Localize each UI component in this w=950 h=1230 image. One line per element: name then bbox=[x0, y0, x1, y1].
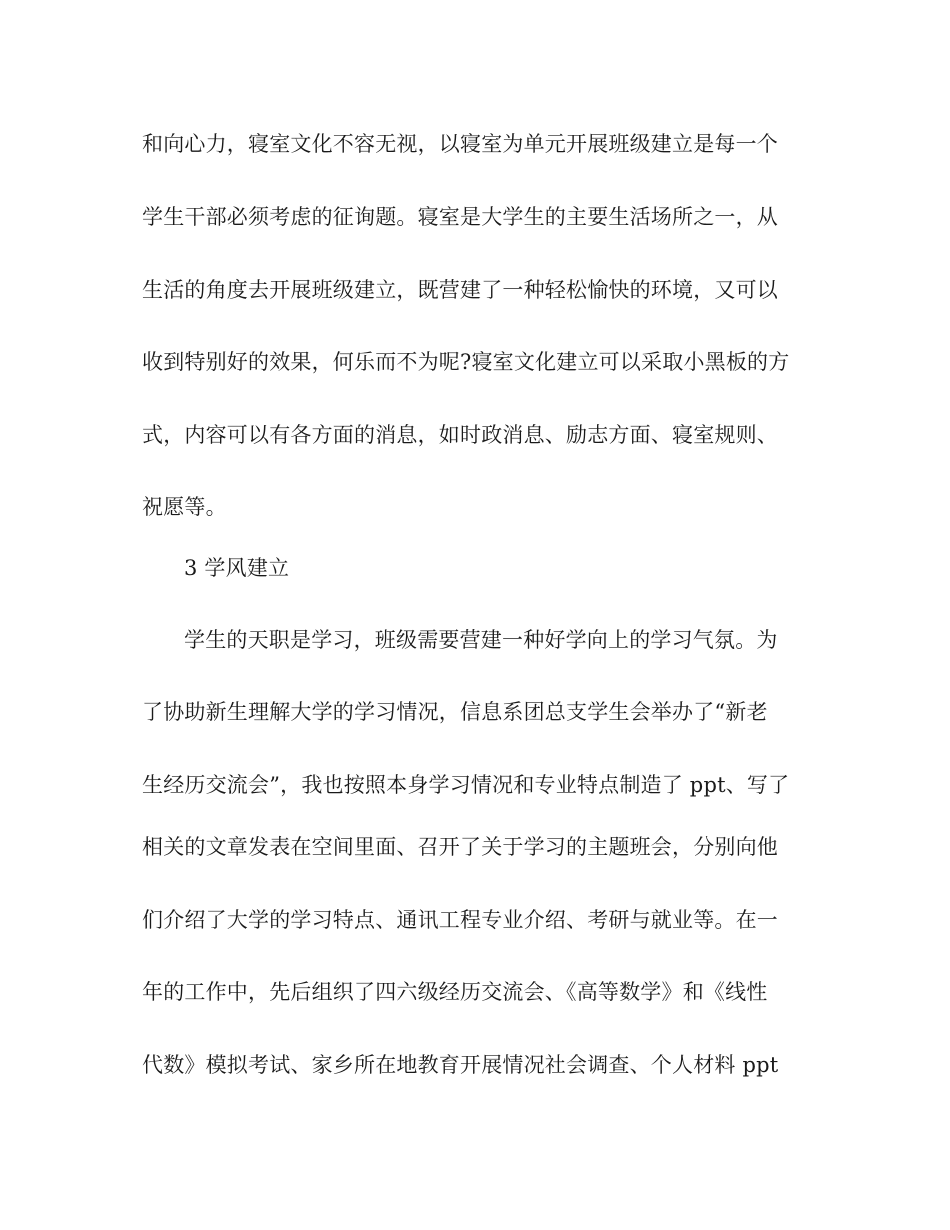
paragraph-line: 生经历交流会”，我也按照本身学习情况和专业特点制造了 ppt、写了 bbox=[142, 773, 790, 797]
paragraph-line: 年的工作中，先后组织了四六级经历交流会、《高等数学》和《线性 bbox=[142, 980, 768, 1004]
section-heading: 3 学风建立 bbox=[184, 556, 290, 580]
paragraph-line: 学生干部必须考虑的征询题。寝室是大学生的主要生活场所之一，从 bbox=[142, 205, 778, 229]
paragraph-line: 祝愿等。 bbox=[142, 495, 227, 519]
paragraph-line: 生活的角度去开展班级建立，既营建了一种轻松愉快的环境，又可以 bbox=[142, 278, 778, 302]
paragraph-line: 代数》模拟考试、家乡所在地教育开展情况社会调查、个人材料 ppt bbox=[142, 1053, 779, 1077]
paragraph-line: 了协助新生理解大学的学习情况，信息系团总支学生会举办了“新老 bbox=[142, 700, 768, 724]
paragraph-line: 相关的文章发表在空间里面、召开了关于学习的主题班会，分别向他 bbox=[142, 835, 778, 859]
paragraph-line: 式，内容可以有各方面的消息，如时政消息、励志方面、寝室规则、 bbox=[142, 423, 778, 447]
paragraph-line: 收到特别好的效果，何乐而不为呢?寝室文化建立可以采取小黑板的方 bbox=[142, 350, 790, 374]
paragraph-line: 学生的天职是学习，班级需要营建一种好学向上的学习气氛。为 bbox=[184, 628, 778, 652]
paragraph-line: 和向心力，寝室文化不容无视，以寝室为单元开展班级建立是每一个 bbox=[142, 132, 778, 156]
paragraph-line: 们介绍了大学的学习特点、通讯工程专业介绍、考研与就业等。在一 bbox=[142, 908, 778, 932]
